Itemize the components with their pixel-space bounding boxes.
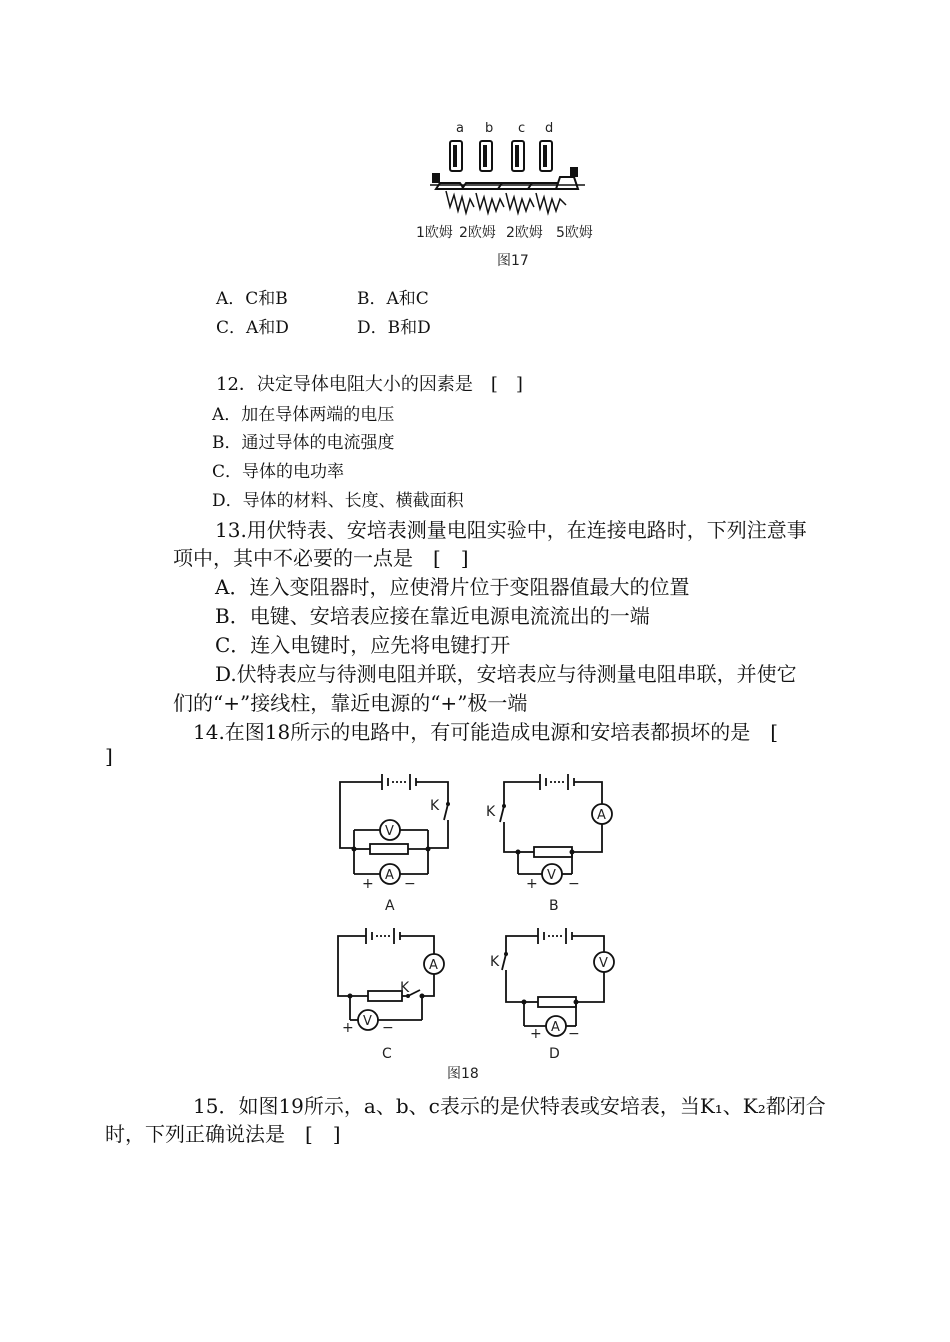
- plus-a: +: [362, 876, 374, 892]
- q12-stem: 12．决定导体电阻大小的因素是 [ ]: [216, 374, 523, 395]
- plus-b: +: [526, 876, 538, 892]
- resistor-label-1: 1欧姆: [416, 225, 453, 241]
- figure-18-caption: 图18: [447, 1066, 479, 1082]
- q11-option-d: D．B和D: [357, 318, 431, 338]
- terminal-label-d: d: [545, 121, 554, 136]
- q13-option-a: A．连入变阻器时，应使滑片位于变阻器值最大的位置: [215, 575, 690, 599]
- voltmeter-a-symbol: V: [385, 824, 394, 839]
- circuit-diagrams: [330, 770, 630, 1086]
- ammeter-b-symbol: A: [597, 808, 606, 823]
- ammeter-c-symbol: A: [429, 958, 438, 973]
- terminal-label-a: a: [456, 121, 464, 136]
- minus-d: −: [568, 1026, 580, 1042]
- q12-option-b: B．通过导体的电流强度: [212, 433, 395, 453]
- q12-option-c: C．导体的电功率: [212, 462, 345, 482]
- figure-17: [410, 115, 610, 275]
- voltmeter-c-symbol: V: [363, 1014, 372, 1029]
- switch-d-label: K: [490, 954, 500, 970]
- q12-option-a: A．加在导体两端的电压: [212, 405, 395, 425]
- switch-a-label: K: [430, 798, 440, 814]
- ammeter-d-symbol: A: [551, 1020, 560, 1035]
- voltmeter-b-symbol: V: [547, 868, 556, 883]
- q15-stem-line1: 15．如图19所示，a、b、c表示的是伏特表或安培表，当K₁、K₂都闭合: [193, 1094, 826, 1118]
- resistor-label-3: 2欧姆: [506, 225, 543, 241]
- voltmeter-d-symbol: V: [599, 956, 608, 971]
- minus-b: −: [568, 876, 580, 892]
- figure-17-caption: 图17: [497, 253, 529, 269]
- q11-option-c: C．A和D: [216, 318, 289, 338]
- q13-option-c: C．连入电键时，应先将电键打开: [215, 633, 511, 657]
- resistor-label-4: 5欧姆: [556, 225, 593, 241]
- rheostat-terminals-drawing: [410, 115, 610, 275]
- q13-option-d-line2: 们的“+”接线柱，靠近电源的“+”极一端: [173, 691, 528, 715]
- figure-18: [330, 770, 630, 1086]
- q13-stem-line1: 13.用伏特表、安培表测量电阻实验中，在连接电路时，下列注意事: [215, 518, 807, 542]
- terminal-label-b: b: [485, 121, 494, 136]
- plus-d: +: [530, 1026, 542, 1042]
- q13-option-d-line1: D.伏特表应与待测电阻并联，安培表应与待测量电阻串联，并使它: [215, 662, 797, 686]
- switch-c-label: K: [400, 980, 410, 996]
- resistor-label-2: 2欧姆: [459, 225, 496, 241]
- plus-c: +: [342, 1020, 354, 1036]
- q14-stem-line2: ]: [105, 744, 113, 768]
- circuit-label-a: A: [385, 898, 395, 914]
- circuit-label-c: C: [382, 1046, 392, 1062]
- q14-stem-line1: 14.在图18所示的电路中，有可能造成电源和安培表都损坏的是 [: [193, 720, 779, 744]
- circuit-label-b: B: [549, 898, 559, 914]
- minus-a: −: [404, 876, 416, 892]
- q11-option-b: B．A和C: [357, 289, 429, 309]
- switch-b-label: K: [486, 804, 496, 820]
- circuit-label-d: D: [549, 1046, 560, 1062]
- q12-option-d: D．导体的材料、长度、横截面积: [212, 491, 464, 511]
- q15-stem-line2: 时，下列正确说法是 [ ]: [105, 1122, 341, 1146]
- ammeter-a-symbol: A: [385, 868, 394, 883]
- q13-option-b: B．电键、安培表应接在靠近电源电流流出的一端: [215, 604, 650, 628]
- minus-c: −: [382, 1020, 394, 1036]
- q11-option-a: A．C和B: [216, 289, 288, 309]
- terminal-label-c: c: [518, 121, 526, 136]
- q13-stem-line2: 项中，其中不必要的一点是 [ ]: [173, 546, 469, 570]
